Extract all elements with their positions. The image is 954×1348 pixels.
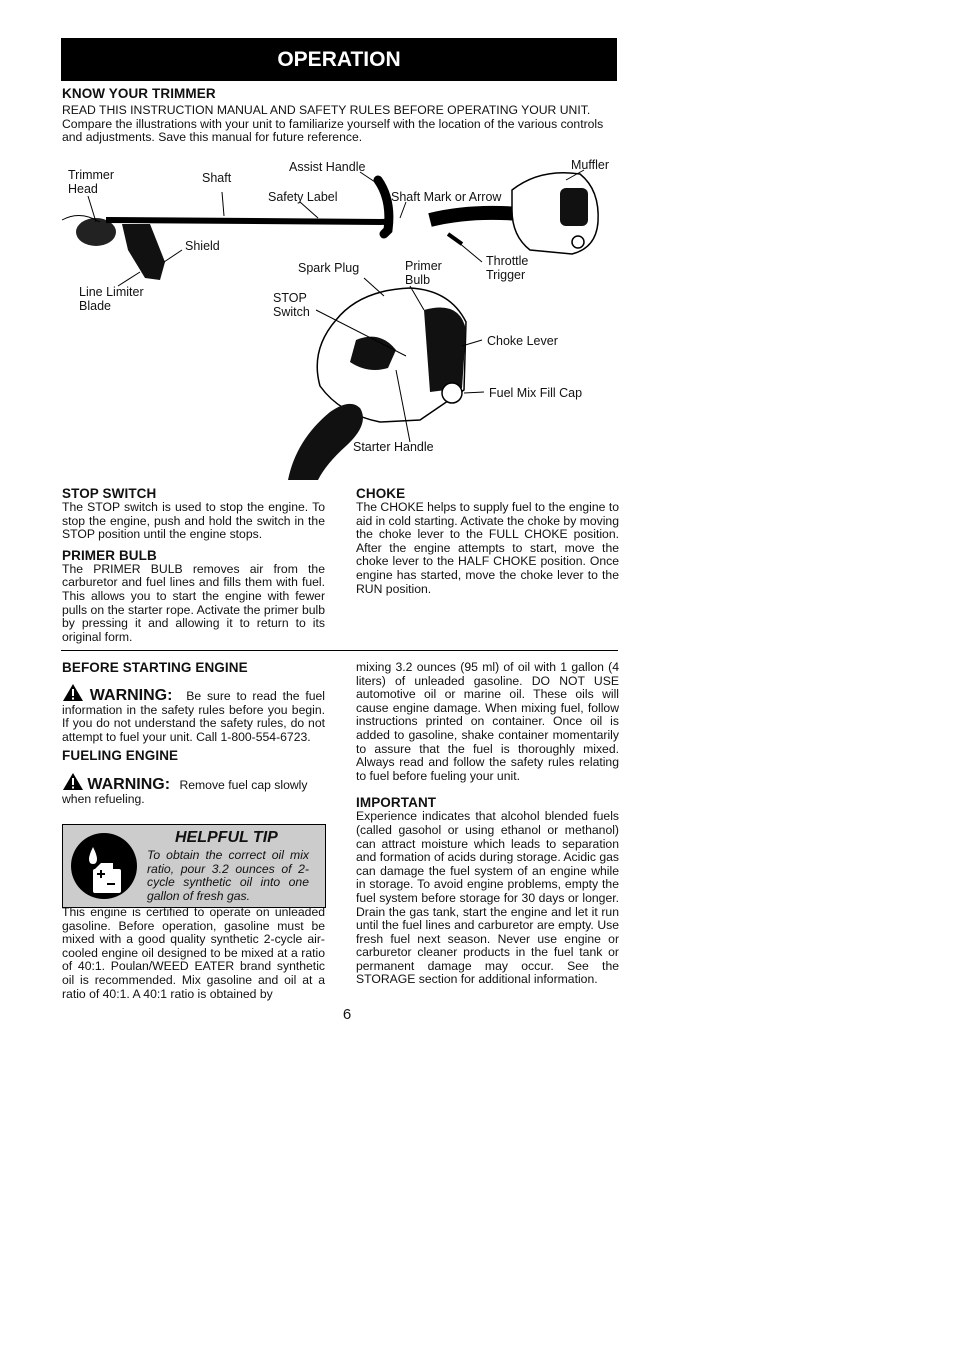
before-warning xyxy=(62,683,325,744)
fueling-warning xyxy=(62,772,325,806)
section-divider xyxy=(61,650,618,651)
before-column xyxy=(62,660,325,807)
label-fuel-cap: Fuel Mix Fill Cap xyxy=(489,386,583,400)
section-banner xyxy=(61,38,617,81)
throttle-trigger-shape xyxy=(448,234,462,244)
choke-text: The CHOKE helps to supply fuel to the engine to aid in cold starting. Activate the choke by moving the choke lever to the FULL CHOKE position. After the engine attempts to start, move the choke lever to the HALF CHOKE position. Once engine has started, move the choke lever to the RUN position. xyxy=(356,500,619,596)
assist-handle-shape xyxy=(378,180,389,234)
stop-primer-column xyxy=(62,486,325,644)
label-trimmer-head: Trimmer Head xyxy=(68,168,115,196)
fueling-warning-word: WARNING: xyxy=(87,776,171,794)
know-intro: Compare the illustrations with your unit to familiarize yourself with the location of the various controls and adjustments. Save this manual for future reference. xyxy=(62,116,604,145)
before-warning-word: WARNING: xyxy=(89,687,173,704)
label-stop-switch: STOP Switch xyxy=(273,291,310,319)
label-assist-handle: Assist Handle xyxy=(289,160,366,174)
label-shaft-mark: Shaft Mark or Arrow xyxy=(391,190,502,204)
muffler-shape xyxy=(560,188,588,226)
primer-heading: PRIMER BULB xyxy=(62,547,157,563)
important-text: Experience indicates that alcohol blended fuels (called gasohol or using ethanol or methanol) can attract moisture which leads to separation and formation of acids during storage. Acidic gas can damage the fuel system of an engine while in storage. To avoid engine problems, empty the fuel system before storage for 30 days or longer. Drain the gas tank, start the engine and let it run until the fuel lines and carburetor are empty. Use fresh fuel next season. Never use engine or carburetor cleaner products in the fuel tank or permanent damage may occur. See the STORAGE section for additional information. xyxy=(356,809,619,987)
label-shaft: Shaft xyxy=(202,171,232,185)
fuel-can-icon xyxy=(71,833,137,899)
know-section xyxy=(62,86,619,145)
label-safety-label: Safety Label xyxy=(268,190,338,204)
before-warning-text: Be sure to read the fuel information in the safety rules before you begin. If you do not understand the safety rules, do not attempt to fuel your unit. Call 1-800-554-6723. xyxy=(62,689,325,744)
warning-triangle-icon xyxy=(62,772,84,791)
label-primer-bulb: Primer Bulb xyxy=(405,259,442,287)
important-heading: IMPORTANT xyxy=(356,795,437,811)
certified-text: This engine is certified to operate on unleaded gasoline. Before operation, gasoline must be mixed with a good quality synthetic 2-cycle air-cooled engine oil designed to be mixed at a ratio of 40:1. Poulan/WEED EATER brand synthetic oil is recommended. Mix gasoline and oil at a ratio of 40:1. A 40:1 ratio is obtained by xyxy=(62,905,325,1001)
shaft-shape xyxy=(106,220,390,222)
label-muffler: Muffler xyxy=(571,158,609,172)
label-line-limiter: Line Limiter Blade xyxy=(79,285,144,313)
label-throttle-trigger: Throttle Trigger xyxy=(486,254,529,282)
primer-text: The PRIMER BULB removes air from the carburetor and fuel lines and fills them with fuel. This allows you to start the engine with fewer pulls on the starter rope. Activate the primer bulb by pressing it and allowing it to return to its original form. xyxy=(62,561,325,644)
label-spark-plug: Spark Plug xyxy=(298,261,360,275)
certified-block xyxy=(62,906,325,1001)
handle-grip-shape xyxy=(430,213,520,220)
stop-heading: STOP SWITCH xyxy=(62,486,157,501)
shield-shape xyxy=(122,224,165,280)
tip-text: To obtain the correct oil mix ratio, pour 3.2 ounces of 2-cycle synthetic oil into one gallon of fresh gas. xyxy=(147,848,309,903)
before-heading: BEFORE STARTING ENGINE xyxy=(62,660,248,675)
mixing-column xyxy=(356,661,619,987)
know-intro-caps: READ THIS INSTRUCTION MANUAL AND SAFETY RULES BEFORE OPERATING YOUR UNIT. xyxy=(62,103,591,117)
rear-handle-shape xyxy=(288,404,363,480)
mixing-text: mixing 3.2 ounces (95 ml) of oil with 1 gallon (4 liters) of unleaded gasoline. DO NOT USE automotive oil or marine oil. These oils will cause engine damage. When mixing fuel, follow instructions printed on container. Once oil is added to gasoline, shake container momentarily to assure that the fuel is thoroughly mixed. Always read and follow the safety rules relating to fuel before fueling your unit. xyxy=(356,660,619,783)
page-number: 6 xyxy=(342,1006,352,1023)
label-choke-lever: Choke Lever xyxy=(487,334,558,348)
warning-triangle-icon xyxy=(62,683,84,702)
label-shield: Shield xyxy=(185,239,220,253)
tip-title: HELPFUL TIP xyxy=(175,829,278,846)
fueling-heading: FUELING ENGINE xyxy=(62,748,179,764)
fueling-warning-text: Remove fuel cap slowly when refueling. xyxy=(62,778,308,806)
choke-column xyxy=(356,486,619,596)
know-heading: KNOW YOUR TRIMMER xyxy=(62,86,216,101)
primer-bulb-area xyxy=(424,308,466,393)
helpful-tip-box xyxy=(62,824,326,908)
choke-heading: CHOKE xyxy=(356,486,406,501)
trimmer-diagram xyxy=(0,150,954,480)
stop-text: The STOP switch is used to stop the engine. To stop the engine, push and hold the switch in the STOP position until the engine stops. xyxy=(62,500,325,542)
label-starter-handle: Starter Handle xyxy=(353,440,434,454)
fuel-cap-shape xyxy=(442,383,462,403)
page-title: OPERATION xyxy=(277,47,401,71)
